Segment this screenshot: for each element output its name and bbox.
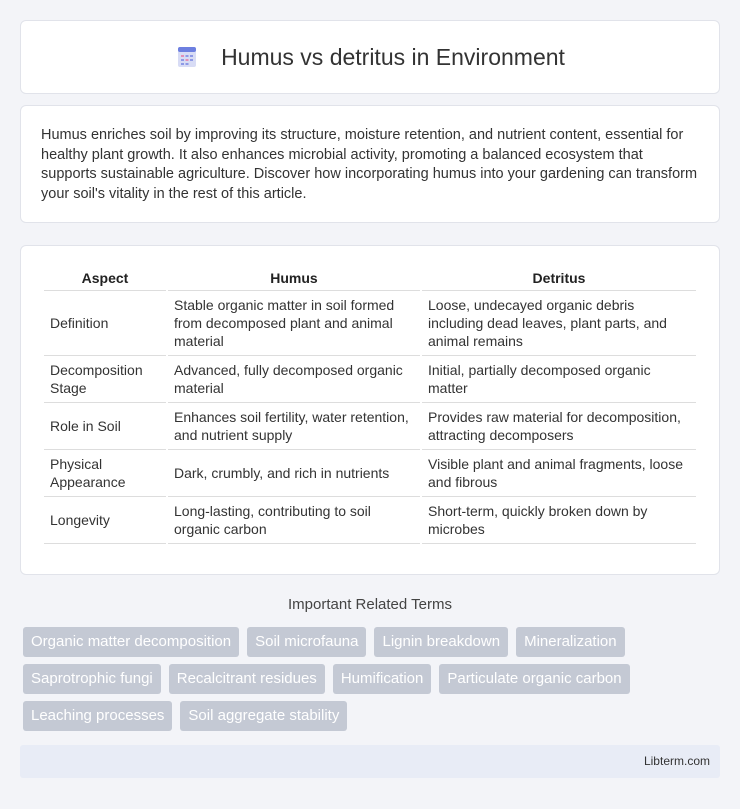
term-tag[interactable]: Leaching processes [23, 701, 172, 731]
table-row [44, 450, 696, 497]
cell-aspect: Longevity [44, 497, 166, 544]
term-tag[interactable]: Recalcitrant residues [169, 664, 325, 694]
footer-site-link[interactable]: Libterm.com [643, 754, 710, 768]
term-tag[interactable]: Particulate organic carbon [439, 664, 629, 694]
page-title: Humus vs detritus in Environment [221, 43, 565, 70]
cell-humus: Long-lasting, contributing to soil organic carbon [168, 497, 420, 544]
table-header-row [44, 266, 696, 291]
table-row [44, 497, 696, 544]
footer [20, 745, 720, 778]
cell-detritus: Initial, partially decomposed organic matter [422, 356, 696, 403]
cell-humus: Stable organic matter in soil formed from decomposed plant and animal material [168, 291, 420, 356]
term-tag[interactable]: Saprotrophic fungi [23, 664, 161, 694]
cell-aspect: Physical Appearance [44, 450, 166, 497]
term-tag[interactable]: Soil aggregate stability [180, 701, 347, 731]
term-tag[interactable]: Mineralization [516, 627, 625, 657]
intro-card [20, 105, 720, 223]
document-icon [175, 45, 199, 69]
cell-detritus: Loose, undecayed organic debris including dead leaves, plant parts, and animal remains [422, 291, 696, 356]
term-tag[interactable]: Organic matter decomposition [23, 627, 239, 657]
cell-detritus: Visible plant and animal fragments, loose and fibrous [422, 450, 696, 497]
comparison-card [20, 245, 720, 575]
cell-detritus: Short-term, quickly broken down by microbes [422, 497, 696, 544]
title-card [20, 20, 720, 94]
related-terms-list [23, 627, 723, 731]
term-tag[interactable]: Lignin breakdown [374, 627, 508, 657]
cell-aspect: Role in Soil [44, 403, 166, 450]
table-row [44, 291, 696, 356]
cell-aspect: Decomposition Stage [44, 356, 166, 403]
intro-text: Humus enriches soil by improving its structure, moisture retention, and nutrient content, essential for healthy plant growth. It also enhances microbial activity, promoting a balanced ecosystem that supports sustainable agriculture. Discover how incorporating humus into your gardening can transform your soil's vitality in the rest of this article. [41, 127, 698, 202]
header-detritus: Detritus [422, 266, 696, 291]
term-tag[interactable]: Humification [333, 664, 432, 694]
cell-detritus: Provides raw material for decomposition, attracting decomposers [422, 403, 696, 450]
header-aspect: Aspect [44, 266, 166, 291]
cell-humus: Advanced, fully decomposed organic material [168, 356, 420, 403]
cell-humus: Dark, crumbly, and rich in nutrients [168, 450, 420, 497]
header-humus: Humus [168, 266, 420, 291]
table-row [44, 403, 696, 450]
cell-aspect: Definition [44, 291, 166, 356]
table-row [44, 356, 696, 403]
cell-humus: Enhances soil fertility, water retention, and nutrient supply [168, 403, 420, 450]
term-tag[interactable]: Soil microfauna [247, 627, 366, 657]
comparison-table [42, 266, 698, 544]
related-terms-title: Important Related Terms [288, 596, 452, 613]
